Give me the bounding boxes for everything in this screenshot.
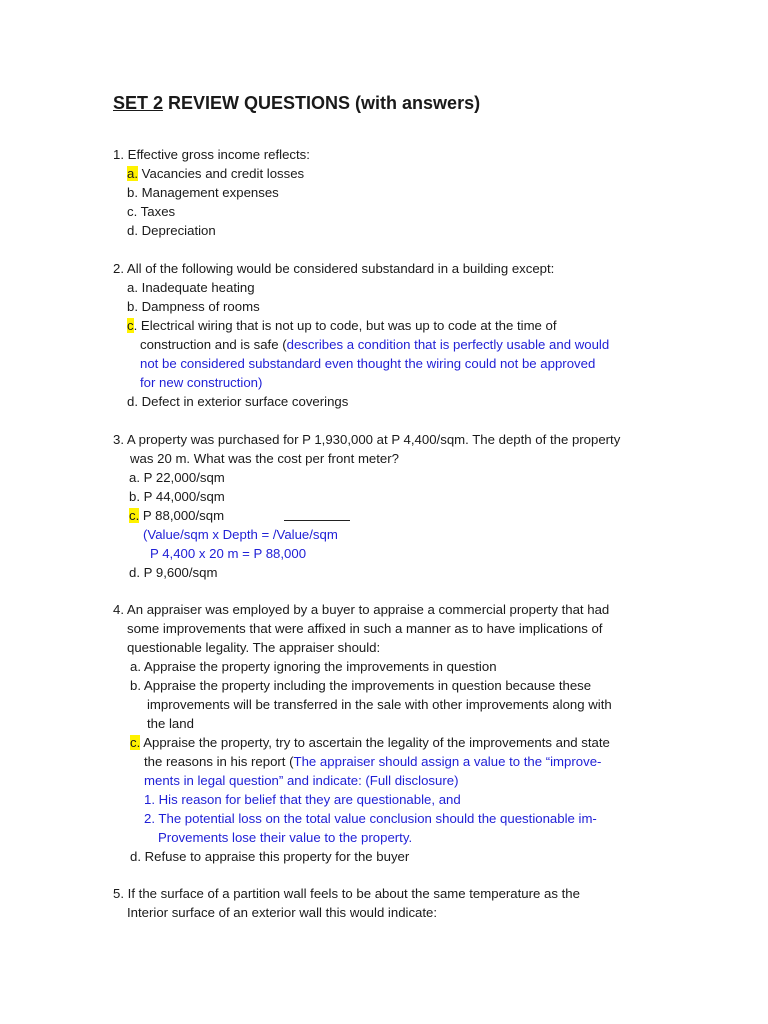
q4-option-b: b. Appraise the property including the improvements in question because these [130,678,592,693]
q1-option-b: b. Management expenses [127,185,279,200]
q3-option-d: d. P 9,600/sqm [129,565,218,580]
q4-stem-line3: questionable legality. The appraiser should: [127,640,381,655]
q2-option-a: a. Inadequate heating [127,280,255,295]
q4-answer-note-point1: 1. His reason for belief that they are questionable, and [144,792,461,807]
q2-option-c-text: . Electrical wiring that is not up to code, but was up to code at the time of [133,318,557,333]
q2-answer-highlight: c [127,318,134,333]
q1-stem: 1. Effective gross income reflects: [113,147,310,162]
q4-option-c [130,733,610,752]
q2-option-d: d. Defect in exterior surface coverings [127,394,349,409]
title-text: REVIEW QUESTIONS (with answers) [163,93,481,113]
q5-stem: 5. If the surface of a partition wall feels to be about the same temperature as the [113,886,580,901]
page-title [113,93,480,114]
q4-option-b-line3: the land [147,716,194,731]
q1-option-c: c. Taxes [127,204,176,219]
q4-answer-highlight: c. [130,735,141,750]
q4-option-b-line2: improvements will be transferred in the sale with other improvements along with [147,697,612,712]
q2-answer-note-line2: not be considered substandard even thought the wiring could not be approved [140,356,596,371]
q3-option-c [129,506,224,525]
q4-stem: 4. An appraiser was employed by a buyer to appraise a commercial property that had [113,602,610,617]
q4-answer-note-point2-line2: Provements lose their value to the property. [158,830,413,845]
q2-answer-note: describes a condition that is perfectly usable and would [286,337,610,352]
q4-stem-line2: some improvements that were affixed in such a manner as to have implications of [127,621,603,636]
q3-option-c-text: P 88,000/sqm [139,508,225,523]
title-set-label: SET 2 [113,93,164,113]
q3-blank-line [284,520,350,521]
q4-answer-note: The appraiser should assign a value to the “improve- [293,754,602,769]
q3-option-a: a. P 22,000/sqm [129,470,225,485]
q2-option-c-line2 [140,335,609,354]
q3-option-b: b. P 44,000/sqm [129,489,225,504]
q2-stem: 2. All of the following would be considered substandard in a building except: [113,261,555,276]
q1-option-a [127,164,304,183]
q3-answer-highlight: c. [129,508,140,523]
q1-option-d: d. Depreciation [127,223,216,238]
q2-option-c-text2: construction and is safe ( [140,337,287,352]
q4-answer-note-line2: ments in legal question” and indicate: (Full disclosure) [144,773,459,788]
q3-calculation-formula: (Value/sqm x Depth = /Value/sqm [143,527,338,542]
q2-answer-note-line3: for new construction) [140,375,263,390]
q3-stem-line2: was 20 m. What was the cost per front meter? [130,451,399,466]
q4-option-c-line2 [144,752,601,771]
q4-answer-note-point2: 2. The potential loss on the total value conclusion should the questionable im- [144,811,597,826]
q2-option-c [127,316,557,335]
q4-option-c-text: Appraise the property, try to ascertain the legality of the improvements and state [140,735,610,750]
q4-option-a: a. Appraise the property ignoring the improvements in question [130,659,497,674]
q4-option-d: d. Refuse to appraise this property for the buyer [130,849,410,864]
q1-option-a-text: Vacancies and credit losses [138,166,305,181]
q3-stem: 3. A property was purchased for P 1,930,000 at P 4,400/sqm. The depth of the property [113,432,621,447]
q4-option-c-text2: the reasons in his report ( [144,754,294,769]
q5-stem-line2: Interior surface of an exterior wall this would indicate: [127,905,438,920]
q3-calculation-result: P 4,400 x 20 m = P 88,000 [150,546,307,561]
q2-option-b: b. Dampness of rooms [127,299,260,314]
q1-answer-highlight: a. [127,166,138,181]
